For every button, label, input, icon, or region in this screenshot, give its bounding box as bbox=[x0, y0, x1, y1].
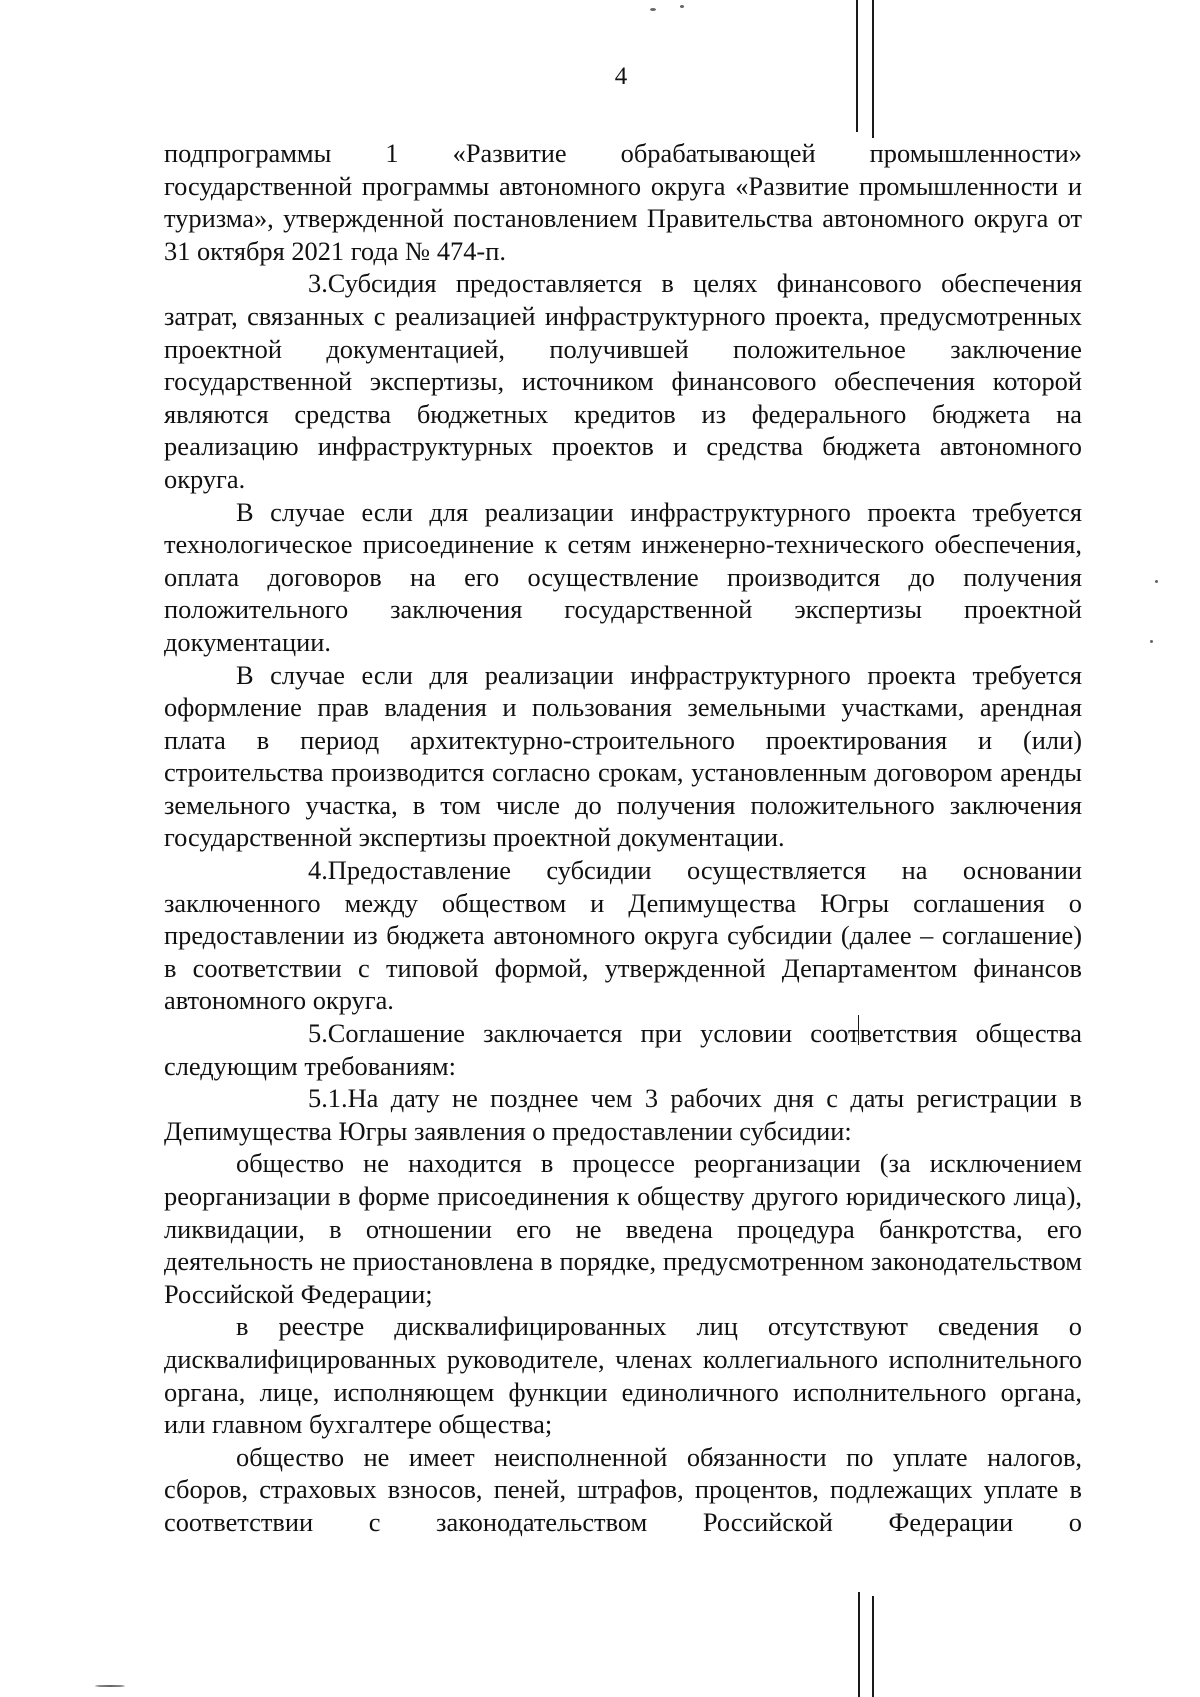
paragraph bbox=[164, 659, 1082, 855]
scan-artifact-line bbox=[872, 1596, 874, 1697]
paragraph-number: 5.1. bbox=[308, 1083, 348, 1114]
paragraph bbox=[164, 137, 1082, 267]
scan-artifact-line bbox=[858, 1592, 860, 1697]
numbered-paragraph bbox=[164, 854, 1082, 1017]
paragraph bbox=[164, 496, 1082, 659]
scan-artifact-speck bbox=[1155, 580, 1158, 583]
paragraph-text: В случае если для реализации инфраструктурного проекта требуется технологическое присоединение к сетям инженерно-технического обеспечения, оплата договоров на его осуществление производится до получения положительного заключения государственной экспертизы проектной документации. bbox=[164, 496, 1082, 657]
paragraph-text: В случае если для реализации инфраструктурного проекта требуется оформление прав владения и пользования земельными участками, арендная плата в период архитектурно-строительного проектирования и (или) строительства производится согласно срокам, установленным договором аренды земельного участка, в том числе до получения положительного заключения государственной экспертизы проектной документации. bbox=[164, 659, 1082, 853]
scan-artifact-speck bbox=[650, 8, 656, 11]
paragraph-number: 3. bbox=[308, 268, 328, 299]
page-number: 4 bbox=[614, 63, 628, 90]
paragraph bbox=[164, 1147, 1082, 1310]
paragraph-text: Субсидия предоставляется в целях финансового обеспечения затрат, связанных с реализацией инфраструктурного проекта, предусмотренных проектной документацией, получившей положительное заключение государственной экспертизы, источником финансового обеспечения которой являются средства бюджетных кредитов из федерального бюджета на реализацию инфраструктурных проектов и средства бюджета автономного округа. bbox=[164, 268, 1082, 494]
numbered-paragraph bbox=[164, 1082, 1082, 1147]
paragraph-text: На дату не позднее чем 3 рабочих дня с даты регистрации в Депимущества Югры заявления о предоставлении субсидии: bbox=[164, 1083, 1082, 1146]
paragraph-text: Предоставление субсидии осуществляется на основании заключенного между обществом и Депимущества Югры соглашения о предоставлении из бюджета автономного округа субсидии (далее – соглашение) в соответствии с типовой формой, утвержденной Департаментом финансов автономного округа. bbox=[164, 855, 1082, 1016]
paragraph-text: в реестре дисквалифицированных лиц отсутствуют сведения о дисквалифицированных руководителе, членах коллегиального исполнительного органа, лице, исполняющем функции единоличного исполнительного органа, или главном бухгалтере общества; bbox=[164, 1311, 1082, 1440]
paragraph-text: Соглашение заключается при условии соответствия общества следующим требованиям: bbox=[164, 1018, 1082, 1081]
scan-artifact-speck bbox=[680, 5, 684, 8]
scan-artifact-speck bbox=[1150, 640, 1153, 643]
paragraph-number: 4. bbox=[308, 855, 328, 886]
paragraph-text: общество не имеет неисполненной обязанности по уплате налогов, сборов, страховых взносов, пеней, штрафов, процентов, подлежащих уплате в соответствии с законодательством Российской Федерации о bbox=[164, 1441, 1082, 1537]
numbered-paragraph bbox=[164, 267, 1082, 495]
paragraph-text: подпрограммы 1 «Развитие обрабатывающей промышленности» государственной программы автономного округа «Развитие промышленности и туризма», утвержденной постановлением Правительства автономного округа от 31 октября 2021 года № 474-п. bbox=[164, 138, 1082, 266]
scan-artifact-speck bbox=[95, 1685, 125, 1687]
paragraph bbox=[164, 1441, 1082, 1539]
paragraph-number: 5. bbox=[308, 1018, 328, 1049]
numbered-paragraph bbox=[164, 1017, 1082, 1082]
paragraph bbox=[164, 1310, 1082, 1440]
document-body bbox=[164, 137, 1082, 1539]
paragraph-text: общество не находится в процессе реорганизации (за исключением реорганизации в форме присоединения к обществу другого юридического лица), ликвидации, в отношении его не введена процедура банкротства, его деятельность не приостановлена в порядке, предусмотренном законодательством Российской Федерации; bbox=[164, 1148, 1082, 1309]
